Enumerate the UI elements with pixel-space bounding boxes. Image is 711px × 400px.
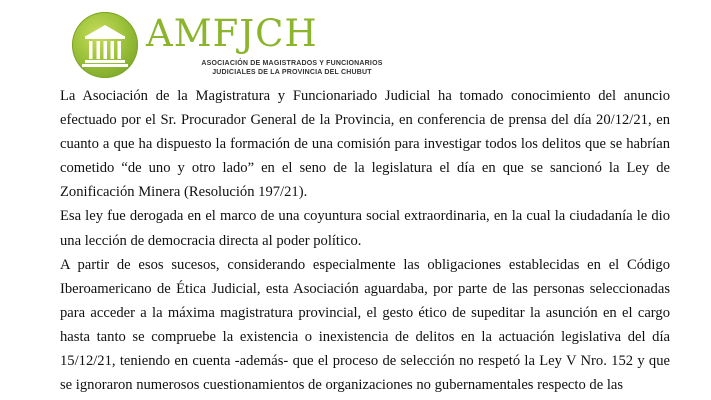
document-body <box>60 84 670 397</box>
brand-subtitle <box>172 59 412 77</box>
courthouse-logo-icon <box>72 12 138 78</box>
paragraph: Esa ley fue derogada en el marco de una coyuntura social extraordinaria, en la cual la ciudadanía le dio una lección de democracia directa al poder político. <box>60 208 670 249</box>
brand-name: AMFJCH <box>146 12 318 55</box>
brand-subtitle-line: JUDICIALES DE LA PROVINCIA DEL CHUBUT <box>212 69 372 76</box>
paragraph: A partir de esos sucesos, considerando especialmente las obligaciones establecidas en el Código Iberoamericano de Ética Judicial, esta Asociación aguardaba, por parte de las personas seleccionadas para acceder a la máxima magistratura provincial, el gesto ético de supeditar la asunción en el cargo hasta tanto se compruebe la existencia o inexistencia de delitos en la actuación legislativa del día 15/12/21, teniendo en cuenta -además- que el proceso de selección no respetó la Ley V Nro. 152 y que se ignoraron numerosos cuestionamientos de organizaciones no gubernamentales respecto de las <box>60 256 670 394</box>
letterhead <box>72 10 492 85</box>
paragraph: La Asociación de la Magistratura y Funcionariado Judicial ha tomado conocimiento del anuncio efectuado por el Sr. Procurador General de la Provincia, en conferencia de prensa del día 20/12/21, en cuanto a que ha dispuesto la formación de una comisión para investigar todos los delitos que se habrían cometido “de uno y otro lado” en el seno de la legislatura el día en que se sancionó la Ley de Zonificación Minera (Resolución 197/21). <box>60 88 670 201</box>
brand-subtitle-line: ASOCIACIÓN DE MAGISTRADOS Y FUNCIONARIOS <box>201 60 383 67</box>
